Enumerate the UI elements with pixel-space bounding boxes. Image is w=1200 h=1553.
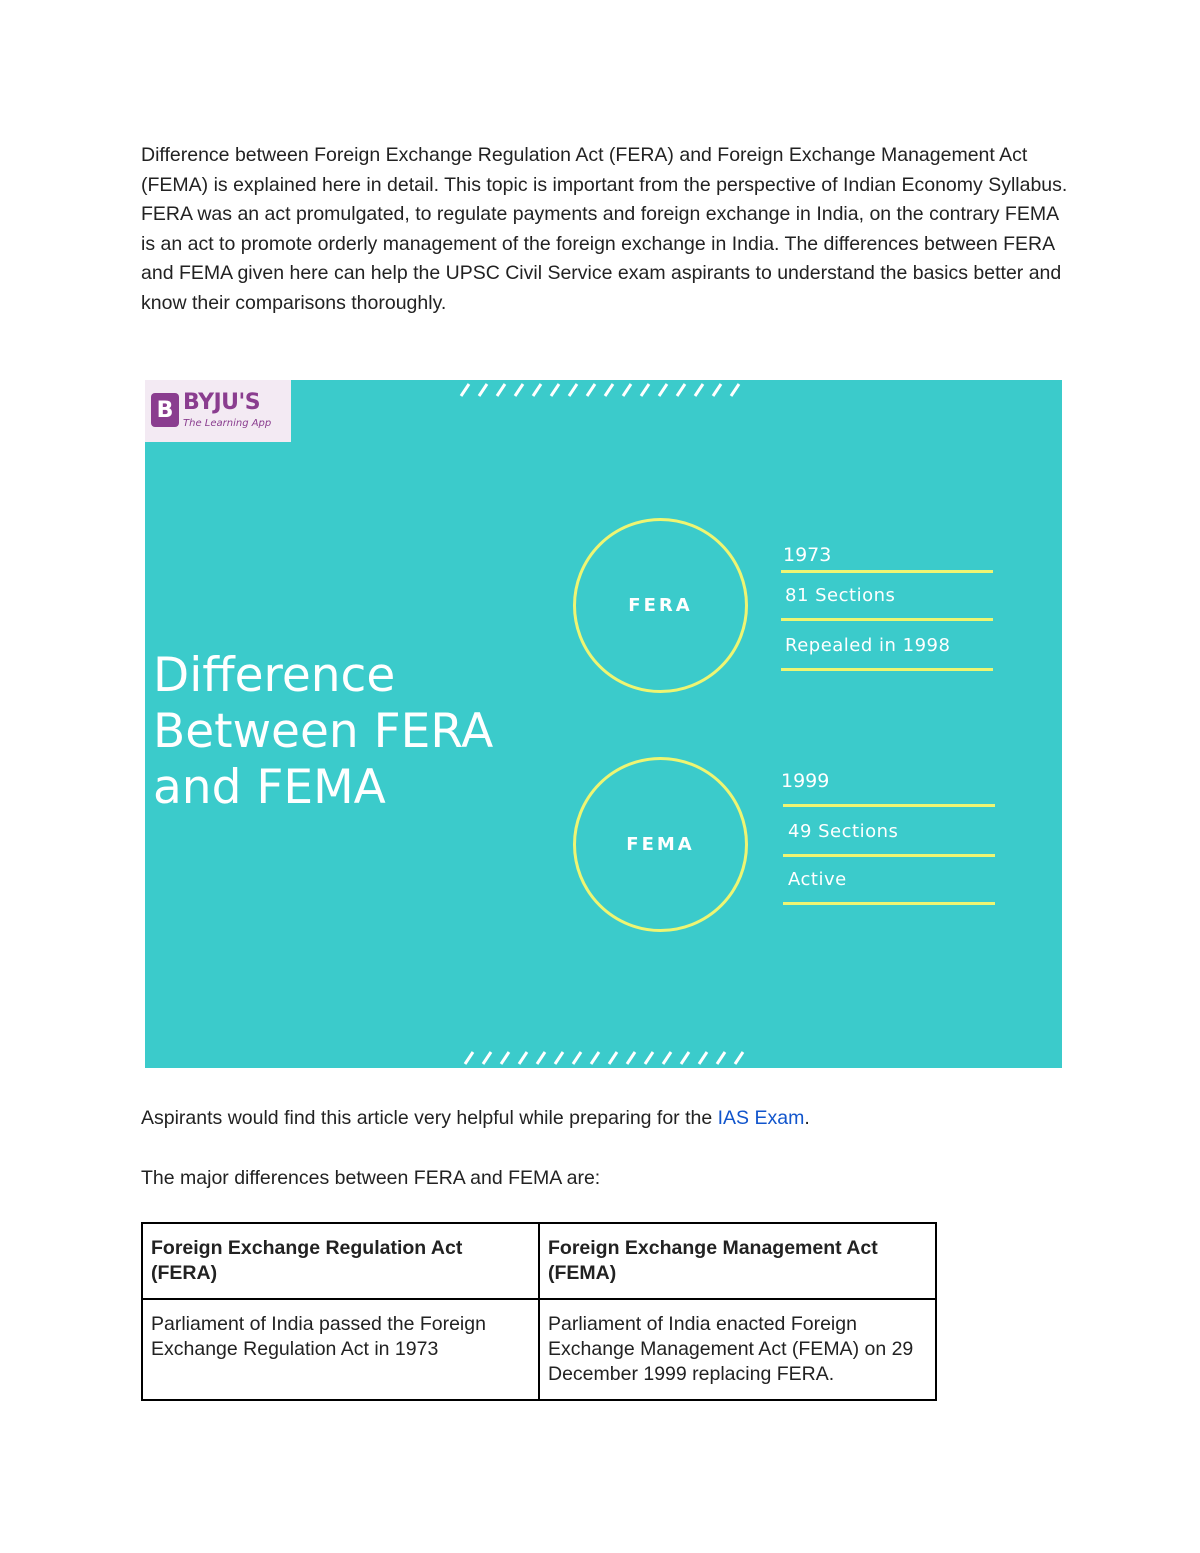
bottom-stripes-decoration [461, 1050, 751, 1066]
byjus-logo-mark: B [151, 393, 179, 427]
table-intro: The major differences between FERA and FEMA are: [141, 1167, 601, 1189]
fera-sections: 81 Sections [785, 585, 896, 606]
fera-divider [781, 668, 993, 671]
ias-exam-link[interactable]: IAS Exam [717, 1107, 805, 1129]
fema-sections: 49 Sections [788, 821, 899, 842]
aspirants-paragraph [141, 1107, 810, 1130]
fera-status: Repealed in 1998 [785, 635, 951, 656]
fema-circle: FEMA [573, 757, 748, 932]
banner-headline [153, 648, 493, 816]
fera-year: 1973 [783, 544, 832, 566]
fera-fema-banner-image [145, 380, 1062, 1068]
fema-status: Active [788, 869, 847, 890]
fema-year: 1999 [781, 770, 830, 792]
byjus-logo-name: BYJU'S [183, 390, 261, 415]
headline-line: Difference [153, 648, 396, 703]
fera-circle: FERA [573, 518, 748, 693]
fema-divider [783, 902, 995, 905]
table-header-fera: Foreign Exchange Regulation Act (FERA) [142, 1223, 539, 1299]
byjus-logo-tagline: The Learning App [183, 418, 272, 429]
top-stripes-decoration [457, 382, 747, 398]
intro-paragraph: Difference between Foreign Exchange Regulation Act (FERA) and Foreign Exchange Management Act (FEMA) is explained here in detail. This topic is important from the perspective of Indian Economy Syllabus. FERA was an act promulgated, to regulate payments and foreign exchange in India, on the contrary FEMA is an act to promote orderly management of the foreign exchange in India. The differences between FERA and FEMA given here can help the UPSC Civil Service exam aspirants to understand the basics better and know their comparisons thoroughly. [141, 144, 1068, 314]
table-row [142, 1299, 936, 1400]
headline-line: Between FERA [153, 704, 494, 759]
headline-line: and FEMA [153, 760, 386, 815]
fema-divider [783, 854, 995, 857]
table-cell-fema: Parliament of India enacted Foreign Exchange Management Act (FEMA) on 29 December 1999 replacing FERA. [539, 1299, 936, 1400]
table-cell-fera: Parliament of India passed the Foreign Exchange Regulation Act in 1973 [142, 1299, 539, 1400]
aspirants-text-end: . [804, 1107, 810, 1129]
fema-divider [783, 804, 995, 807]
fera-fema-comparison-table [141, 1222, 937, 1401]
aspirants-text: Aspirants would find this article very helpful while preparing for the [141, 1107, 718, 1129]
byjus-logo [145, 380, 291, 442]
fera-divider [781, 618, 993, 621]
table-header-row [142, 1223, 936, 1299]
fera-divider [781, 570, 993, 573]
table-header-fema: Foreign Exchange Management Act (FEMA) [539, 1223, 936, 1299]
